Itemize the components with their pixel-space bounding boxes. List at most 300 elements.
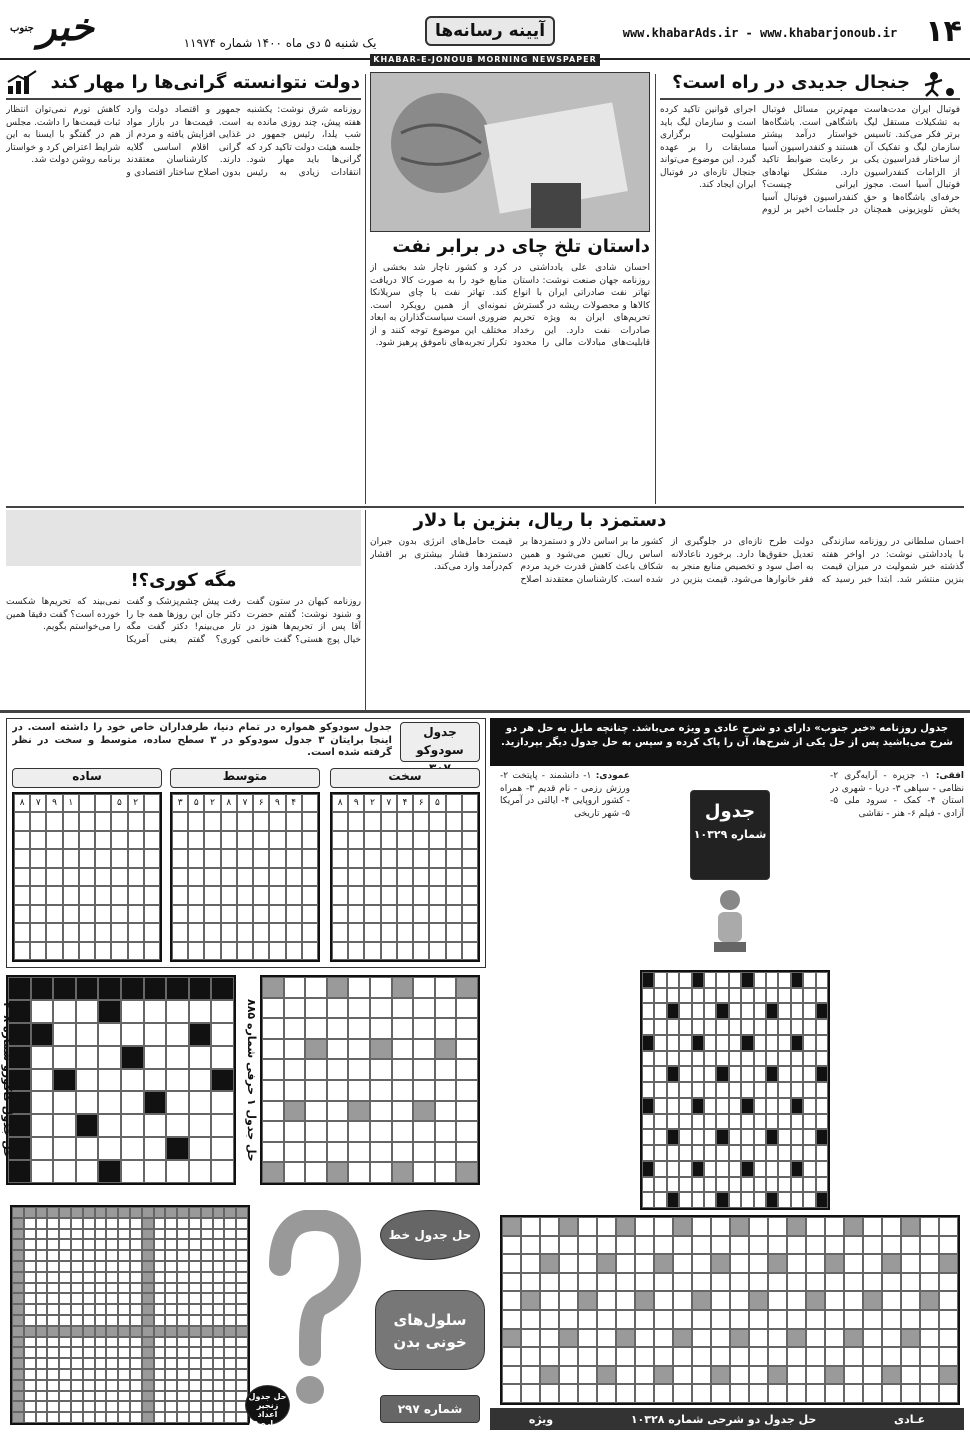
sudoku-cell[interactable] [429,831,445,849]
sudoku-cell[interactable]: ۹ [348,794,364,812]
crossword-cell[interactable] [642,1192,654,1208]
sudoku-cell[interactable] [144,868,160,886]
sudoku-cell[interactable] [111,831,127,849]
sudoku-cell[interactable] [269,868,285,886]
crossword-cell[interactable] [816,988,828,1004]
crossword-cell[interactable] [704,1129,716,1145]
crossword-cell[interactable] [803,1051,815,1067]
sudoku-cell[interactable] [221,942,237,960]
crossword-cell[interactable] [816,1177,828,1193]
sudoku-cell[interactable] [302,868,318,886]
crossword-cell[interactable] [716,1019,728,1035]
sudoku-cell[interactable] [269,905,285,923]
sudoku-cell[interactable] [462,942,478,960]
crossword-cell[interactable] [667,1098,679,1114]
crossword-cell[interactable] [778,988,790,1004]
sudoku-cell[interactable] [462,868,478,886]
sudoku-cell[interactable] [413,831,429,849]
sudoku-cell[interactable] [30,849,46,867]
crossword-cell[interactable] [791,1161,803,1177]
crossword-cell[interactable] [667,1051,679,1067]
crossword-cell[interactable] [729,1066,741,1082]
sudoku-cell[interactable] [381,831,397,849]
crossword-cell[interactable] [654,972,666,988]
crossword-cell[interactable] [642,1161,654,1177]
crossword-cell[interactable] [803,1161,815,1177]
sudoku-cell[interactable] [79,905,95,923]
sudoku-cell[interactable] [128,886,144,904]
sudoku-cell[interactable] [253,923,269,941]
crossword-cell[interactable] [741,1082,753,1098]
sudoku-cell[interactable] [269,812,285,830]
crossword-cell[interactable] [754,1098,766,1114]
sudoku-cell[interactable] [332,923,348,941]
crossword-cell[interactable] [766,1098,778,1114]
sudoku-cell[interactable] [221,905,237,923]
crossword-cell[interactable] [754,1066,766,1082]
sudoku-cell[interactable] [364,942,380,960]
crossword-cell[interactable] [729,1051,741,1067]
crossword-cell[interactable] [679,1145,691,1161]
sudoku-cell[interactable] [446,812,462,830]
sudoku-cell[interactable] [348,923,364,941]
crossword-cell[interactable] [692,1003,704,1019]
sudoku-cell[interactable]: ۲ [204,794,220,812]
sudoku-cell[interactable] [397,942,413,960]
crossword-cell[interactable] [791,1019,803,1035]
sudoku-cell[interactable] [397,849,413,867]
sudoku-cell[interactable] [348,849,364,867]
crossword-cell[interactable] [692,1066,704,1082]
crossword-cell[interactable] [692,1098,704,1114]
sudoku-cell[interactable] [221,923,237,941]
sudoku-cell[interactable] [30,868,46,886]
sudoku-cell[interactable] [381,905,397,923]
crossword-cell[interactable] [791,1066,803,1082]
sudoku-cell[interactable] [253,886,269,904]
sudoku-cell[interactable] [221,831,237,849]
crossword-cell[interactable] [778,1082,790,1098]
sudoku-cell[interactable] [172,886,188,904]
crossword-cell[interactable] [816,1066,828,1082]
sudoku-cell[interactable] [188,905,204,923]
sudoku-cell[interactable] [237,886,253,904]
crossword-cell[interactable] [791,1177,803,1193]
sudoku-cell[interactable] [429,905,445,923]
crossword-cell[interactable] [692,1114,704,1130]
sudoku-cell[interactable] [286,905,302,923]
crossword-cell[interactable] [654,1145,666,1161]
sudoku-cell[interactable] [381,812,397,830]
crossword-cell[interactable] [766,1192,778,1208]
sudoku-cell[interactable] [269,923,285,941]
crossword-cell[interactable] [729,1098,741,1114]
sudoku-cell[interactable] [413,905,429,923]
sudoku-cell[interactable] [269,942,285,960]
crossword-cell[interactable] [741,972,753,988]
crossword-cell[interactable] [716,1177,728,1193]
crossword-cell[interactable] [803,1066,815,1082]
sudoku-cell[interactable] [204,886,220,904]
crossword-cell[interactable] [679,1019,691,1035]
sudoku-cell[interactable] [79,849,95,867]
sudoku-cell[interactable] [364,812,380,830]
crossword-cell[interactable] [654,1003,666,1019]
sudoku-cell[interactable] [30,905,46,923]
sudoku-cell[interactable]: ۷ [30,794,46,812]
crossword-cell[interactable] [654,1066,666,1082]
sudoku-cell[interactable] [429,849,445,867]
crossword-cell[interactable] [642,988,654,1004]
sudoku-cell[interactable] [128,923,144,941]
crossword-cell[interactable] [741,1035,753,1051]
sudoku-cell[interactable] [63,923,79,941]
sudoku-cell[interactable] [204,905,220,923]
crossword-cell[interactable] [679,1161,691,1177]
sudoku-cell[interactable] [128,831,144,849]
crossword-cell[interactable] [642,1051,654,1067]
sudoku-cell[interactable] [332,886,348,904]
crossword-cell[interactable] [654,1161,666,1177]
crossword-cell[interactable] [766,988,778,1004]
crossword-cell[interactable] [704,1035,716,1051]
sudoku-cell[interactable] [172,923,188,941]
sudoku-cell[interactable] [364,831,380,849]
crossword-cell[interactable] [642,1066,654,1082]
sudoku-cell[interactable] [237,831,253,849]
sudoku-cell[interactable] [95,905,111,923]
crossword-cell[interactable] [716,1082,728,1098]
crossword-cell[interactable] [791,1145,803,1161]
crossword-cell[interactable] [729,1161,741,1177]
sudoku-cell[interactable] [144,812,160,830]
crossword-cell[interactable] [692,1177,704,1193]
sudoku-cell[interactable] [364,868,380,886]
sudoku-cell[interactable] [237,942,253,960]
sudoku-cell[interactable] [188,886,204,904]
sudoku-cell[interactable] [144,942,160,960]
sudoku-cell[interactable] [364,886,380,904]
sudoku-cell[interactable] [446,831,462,849]
crossword-cell[interactable] [766,1161,778,1177]
sudoku-cell[interactable] [30,942,46,960]
crossword-cell[interactable] [791,1129,803,1145]
sudoku-cell[interactable] [302,905,318,923]
sudoku-cell[interactable] [462,812,478,830]
crossword-cell[interactable] [654,1129,666,1145]
crossword-cell[interactable] [667,1145,679,1161]
crossword-cell[interactable] [667,1114,679,1130]
crossword-cell[interactable] [741,1161,753,1177]
crossword-cell[interactable] [704,1019,716,1035]
sudoku-cell[interactable] [302,886,318,904]
sudoku-cell[interactable] [144,849,160,867]
crossword-cell[interactable] [654,1051,666,1067]
sudoku-cell[interactable] [221,868,237,886]
sudoku-cell[interactable] [253,849,269,867]
sudoku-cell[interactable] [221,886,237,904]
crossword-cell[interactable] [692,1129,704,1145]
sudoku-cell[interactable]: ۵ [188,794,204,812]
sudoku-cell[interactable] [188,942,204,960]
crossword-cell[interactable] [816,1129,828,1145]
sudoku-cell[interactable] [332,942,348,960]
crossword-cell[interactable] [791,1003,803,1019]
sudoku-cell[interactable] [95,812,111,830]
sudoku-cell[interactable] [348,868,364,886]
crossword-cell[interactable] [692,1051,704,1067]
sudoku-cell[interactable] [413,849,429,867]
sudoku-cell[interactable] [253,831,269,849]
crossword-cell[interactable] [654,988,666,1004]
crossword-cell[interactable] [778,972,790,988]
sudoku-cell[interactable] [172,831,188,849]
crossword-cell[interactable] [654,1035,666,1051]
crossword-cell[interactable] [729,1019,741,1035]
crossword-cell[interactable] [704,1051,716,1067]
crossword-cell[interactable] [642,972,654,988]
crossword-cell[interactable] [692,1145,704,1161]
sudoku-cell[interactable]: ۹ [46,794,62,812]
crossword-cell[interactable] [692,1035,704,1051]
sudoku-cell[interactable] [14,812,30,830]
sudoku-cell[interactable] [381,942,397,960]
sudoku-cell[interactable] [221,812,237,830]
sudoku-cell[interactable] [302,849,318,867]
sudoku-cell[interactable] [413,886,429,904]
sudoku-cell[interactable] [348,886,364,904]
crossword-cell[interactable] [704,1082,716,1098]
sudoku-cell[interactable] [128,868,144,886]
crossword-cell[interactable] [803,1129,815,1145]
sudoku-cell[interactable] [172,812,188,830]
sudoku-cell[interactable] [397,905,413,923]
sudoku-cell[interactable] [462,849,478,867]
sudoku-cell[interactable] [172,849,188,867]
crossword-cell[interactable] [716,1035,728,1051]
sudoku-cell[interactable] [413,812,429,830]
sudoku-cell[interactable] [188,812,204,830]
crossword-cell[interactable] [791,1192,803,1208]
sudoku-cell[interactable] [381,868,397,886]
sudoku-cell[interactable] [429,886,445,904]
crossword-cell[interactable] [704,1177,716,1193]
sudoku-cell[interactable]: ۲ [364,794,380,812]
crossword-cell[interactable] [704,988,716,1004]
sudoku-cell[interactable] [111,812,127,830]
crossword-cell[interactable] [716,972,728,988]
sudoku-cell[interactable] [237,923,253,941]
crossword-cell[interactable] [766,1066,778,1082]
crossword-cell[interactable] [754,1145,766,1161]
crossword-cell[interactable] [816,1145,828,1161]
sudoku-cell[interactable] [253,812,269,830]
crossword-cell[interactable] [741,1192,753,1208]
sudoku-cell[interactable] [446,849,462,867]
sudoku-cell[interactable] [63,905,79,923]
sudoku-cell[interactable] [446,905,462,923]
crossword-cell[interactable] [791,1035,803,1051]
crossword-cell[interactable] [642,1177,654,1193]
crossword-cell[interactable] [729,1145,741,1161]
crossword-cell[interactable] [766,1082,778,1098]
crossword-cell[interactable] [642,1035,654,1051]
sudoku-cell[interactable] [462,886,478,904]
sudoku-cell[interactable] [128,905,144,923]
sudoku-cell[interactable] [462,905,478,923]
sudoku-cell[interactable] [429,923,445,941]
sudoku-cell[interactable] [364,905,380,923]
crossword-cell[interactable] [754,1192,766,1208]
crossword-cell[interactable] [729,1192,741,1208]
crossword-cell[interactable] [679,1129,691,1145]
crossword-cell[interactable] [642,1003,654,1019]
sudoku-cell[interactable] [332,812,348,830]
sudoku-cell[interactable] [30,812,46,830]
crossword-cell[interactable] [766,1035,778,1051]
crossword-cell[interactable] [716,988,728,1004]
crossword-cell[interactable] [704,1161,716,1177]
crossword-cell[interactable] [704,1145,716,1161]
crossword-cell[interactable] [816,1019,828,1035]
sudoku-cell[interactable] [397,868,413,886]
crossword-cell[interactable] [642,1129,654,1145]
crossword-cell[interactable] [803,1177,815,1193]
sudoku-cell[interactable] [144,831,160,849]
sudoku-cell[interactable] [397,923,413,941]
sudoku-cell[interactable] [237,905,253,923]
crossword-cell[interactable] [692,1082,704,1098]
sudoku-cell[interactable] [381,886,397,904]
sudoku-cell[interactable] [46,942,62,960]
sudoku-cell[interactable] [429,942,445,960]
sudoku-cell[interactable] [188,923,204,941]
crossword-cell[interactable] [803,1192,815,1208]
crossword-cell[interactable] [741,1129,753,1145]
sudoku-cell[interactable] [46,812,62,830]
crossword-cell[interactable] [716,1114,728,1130]
sudoku-cell[interactable] [286,849,302,867]
sudoku-cell[interactable] [348,812,364,830]
crossword-cell[interactable] [766,1114,778,1130]
crossword-cell[interactable] [679,1098,691,1114]
crossword-cell[interactable] [766,1129,778,1145]
sudoku-cell[interactable]: ۴ [286,794,302,812]
crossword-cell[interactable] [803,1098,815,1114]
crossword-cell[interactable] [766,1003,778,1019]
crossword-cell[interactable] [741,1114,753,1130]
crossword-cell[interactable] [778,1145,790,1161]
crossword-cell[interactable] [654,1177,666,1193]
crossword-cell[interactable] [704,1114,716,1130]
sudoku-cell[interactable] [172,868,188,886]
crossword-cell[interactable] [716,1098,728,1114]
crossword-grid[interactable] [640,970,830,1210]
sudoku-cell[interactable] [79,794,95,812]
crossword-cell[interactable] [791,972,803,988]
sudoku-cell[interactable]: ۶ [413,794,429,812]
crossword-cell[interactable] [816,1192,828,1208]
crossword-cell[interactable] [692,1192,704,1208]
crossword-cell[interactable] [778,1192,790,1208]
sudoku-cell[interactable] [14,886,30,904]
sudoku-cell[interactable]: ۷ [237,794,253,812]
crossword-cell[interactable] [803,1019,815,1035]
sudoku-cell[interactable] [413,942,429,960]
sudoku-cell[interactable] [302,942,318,960]
crossword-cell[interactable] [778,1066,790,1082]
sudoku-cell[interactable] [79,812,95,830]
crossword-cell[interactable] [716,1051,728,1067]
sudoku-cell[interactable] [63,849,79,867]
sudoku-cell[interactable] [172,942,188,960]
sudoku-cell[interactable] [253,905,269,923]
crossword-cell[interactable] [778,1019,790,1035]
sudoku-cell[interactable]: ۸ [332,794,348,812]
crossword-cell[interactable] [667,1019,679,1035]
sudoku-cell[interactable] [204,849,220,867]
sudoku-cell[interactable] [79,886,95,904]
crossword-cell[interactable] [741,1019,753,1035]
sudoku-cell[interactable] [237,868,253,886]
crossword-cell[interactable] [679,1082,691,1098]
crossword-cell[interactable] [729,1177,741,1193]
crossword-cell[interactable] [729,988,741,1004]
sudoku-cell[interactable] [429,868,445,886]
sudoku-cell[interactable] [14,849,30,867]
sudoku-cell[interactable] [446,886,462,904]
sudoku-cell[interactable]: ۷ [381,794,397,812]
sudoku-cell[interactable] [286,831,302,849]
sudoku-cell[interactable] [348,831,364,849]
crossword-cell[interactable] [741,1177,753,1193]
crossword-cell[interactable] [716,1003,728,1019]
sudoku-cell[interactable] [95,794,111,812]
sudoku-cell[interactable] [204,812,220,830]
sudoku-cell[interactable] [269,849,285,867]
crossword-cell[interactable] [667,1161,679,1177]
sudoku-cell[interactable] [204,831,220,849]
crossword-cell[interactable] [716,1145,728,1161]
sudoku-cell[interactable] [302,794,318,812]
sudoku-cell[interactable] [204,868,220,886]
sudoku-cell[interactable] [364,923,380,941]
sudoku-cell[interactable] [286,942,302,960]
crossword-cell[interactable] [754,1082,766,1098]
sudoku-cell[interactable] [332,868,348,886]
crossword-cell[interactable] [778,1177,790,1193]
crossword-cell[interactable] [816,1003,828,1019]
crossword-cell[interactable] [803,1035,815,1051]
sudoku-cell[interactable]: ۲ [128,794,144,812]
crossword-cell[interactable] [679,1177,691,1193]
crossword-cell[interactable] [704,1003,716,1019]
sudoku-cell[interactable] [446,942,462,960]
crossword-cell[interactable] [754,1035,766,1051]
sudoku-cell[interactable] [95,923,111,941]
crossword-cell[interactable] [754,972,766,988]
crossword-cell[interactable] [679,1066,691,1082]
sudoku-cell[interactable] [348,942,364,960]
crossword-cell[interactable] [778,1051,790,1067]
crossword-cell[interactable] [692,1161,704,1177]
sudoku-cell[interactable] [111,849,127,867]
crossword-cell[interactable] [679,1035,691,1051]
crossword-cell[interactable] [791,1082,803,1098]
crossword-cell[interactable] [766,972,778,988]
crossword-cell[interactable] [754,1114,766,1130]
crossword-cell[interactable] [754,1161,766,1177]
